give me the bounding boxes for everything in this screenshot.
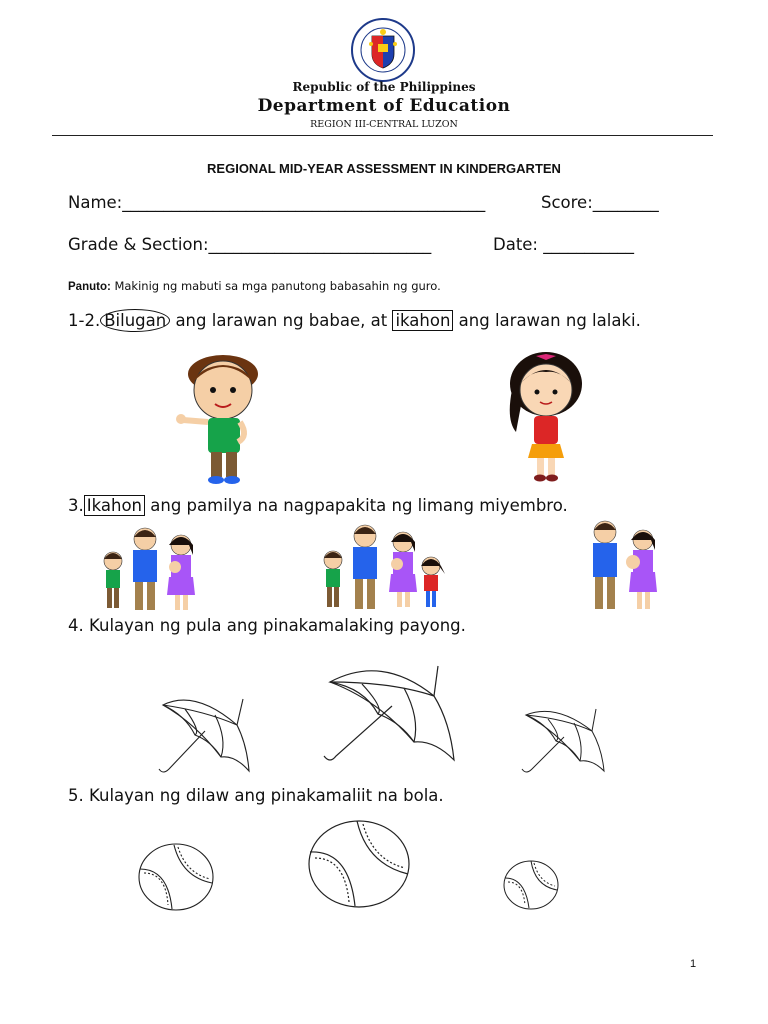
name-field[interactable]: Name:____________________________________________ — [68, 193, 486, 212]
family-child — [324, 551, 342, 607]
q1-circle-word: Bilugan — [100, 309, 170, 332]
q1-end: ang larawan ng lalaki. — [453, 311, 641, 330]
family-three-members[interactable] — [585, 518, 665, 618]
date-field[interactable]: Date: ___________ — [493, 235, 634, 254]
family-father — [593, 521, 617, 609]
question-5: 5. Kulayan ng dilaw ang pinakamaliit na bola. — [68, 786, 444, 805]
family-mother — [389, 532, 417, 607]
umbrella-small[interactable] — [520, 705, 610, 781]
boy-illustration[interactable] — [175, 352, 265, 490]
deped-seal-logo — [348, 18, 418, 82]
q3-number: 3. — [68, 496, 84, 515]
ball-smallest[interactable] — [503, 860, 559, 914]
instructions — [68, 279, 441, 293]
family-father — [133, 528, 157, 610]
family-mother — [626, 530, 657, 609]
q1-middle: ang larawan ng babae, at — [170, 311, 393, 330]
region-label: REGION III-CENTRAL LUZON — [310, 119, 458, 130]
question-4: 4. Kulayan ng pula ang pinakamalaking payong. — [68, 616, 466, 635]
header-divider — [52, 135, 713, 136]
instructions-label: Panuto: — [68, 281, 111, 293]
family-five-members[interactable] — [315, 522, 455, 616]
q3-box-word: Ikahon — [84, 495, 145, 516]
page-title: REGIONAL MID-YEAR ASSESSMENT IN KINDERGARTEN — [207, 161, 561, 176]
family-four-members[interactable] — [95, 525, 207, 617]
score-field[interactable]: Score:________ — [541, 193, 659, 212]
instructions-text: Makinig ng mabuti sa mga panutong babasahin ng guro. — [110, 279, 441, 293]
q3-end: ang pamilya na nagpapakita ng limang miyembro. — [145, 496, 568, 515]
ball-largest[interactable] — [307, 820, 411, 912]
q1-box-word: ikahon — [392, 310, 453, 331]
umbrella-medium[interactable] — [155, 693, 255, 782]
republic-label: Republic of the Philippines — [292, 80, 476, 94]
question-1-2 — [68, 310, 708, 332]
grade-section-field[interactable]: Grade & Section:___________________________ — [68, 235, 432, 254]
umbrella-largest[interactable] — [322, 660, 462, 774]
ball-medium[interactable] — [138, 843, 214, 915]
girl-illustration[interactable] — [502, 350, 592, 488]
family-mother — [167, 535, 195, 610]
family-father — [353, 525, 377, 609]
family-child — [104, 552, 122, 608]
family-daughter — [421, 557, 445, 607]
question-3 — [68, 495, 708, 517]
page-number: 1 — [690, 958, 697, 970]
q1-number: 1-2. — [68, 311, 101, 330]
department-label: Department of Education — [257, 96, 511, 116]
